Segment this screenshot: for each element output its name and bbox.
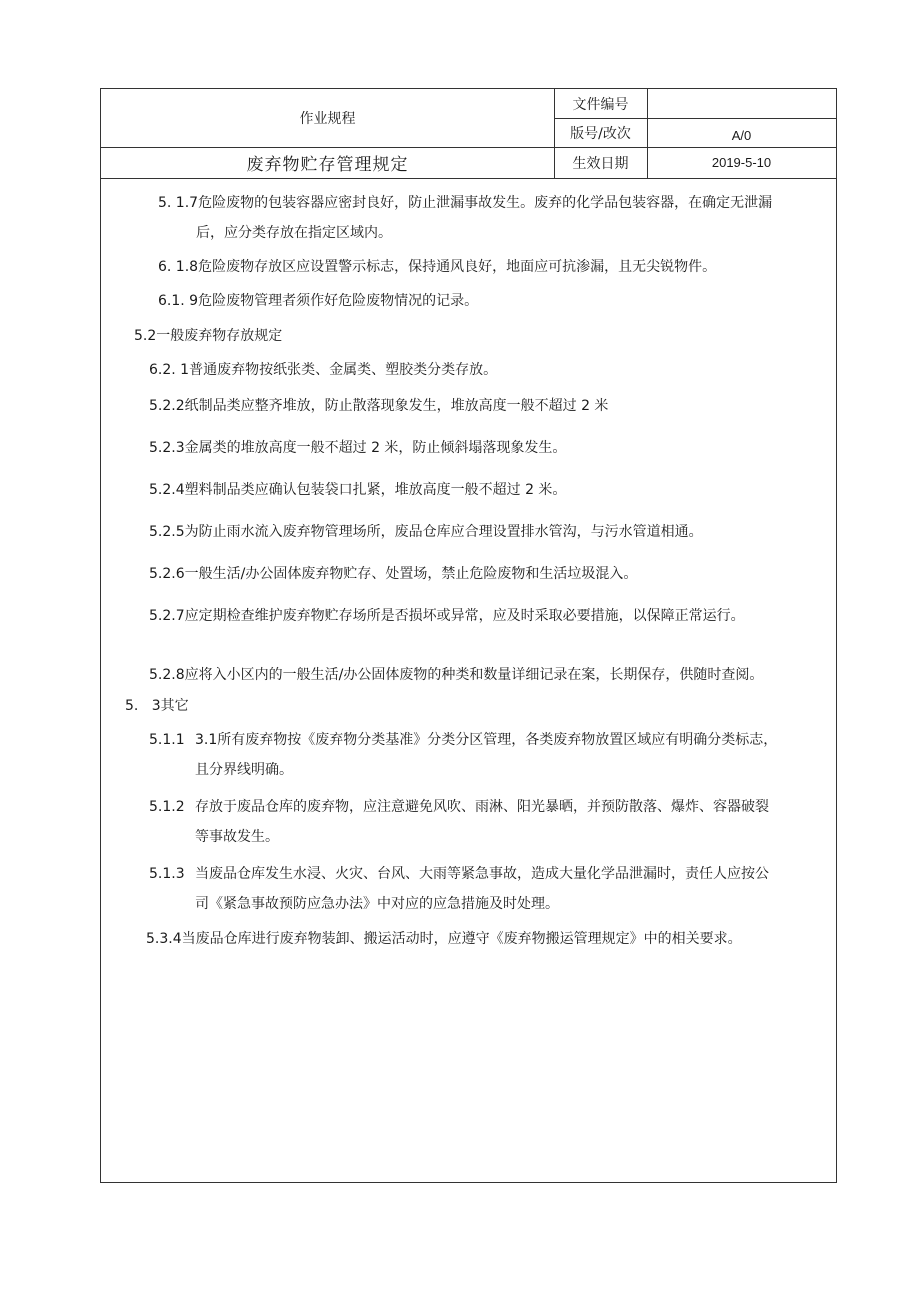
section-title: 一般废弃物存放规定 [156,328,283,344]
clause [149,602,745,630]
clause-number: 6.1. 9 [158,293,199,309]
clause-continuation: 等事故发生。 [195,829,279,845]
clause-text: 危险废物管理者须作好危险废物情况的记录。 [198,293,479,309]
document-title: 废弃物贮存管理规定 [246,155,409,175]
clause-number: 5.2.3 [149,440,185,456]
section-heading [134,322,282,350]
clause-text: 应定期检查维护废弃物贮存场所是否损坏或异常，应及时采取必要措施，以保障正常运行。 [184,608,745,624]
clause-number: 5.2.6 [149,566,185,582]
section-heading [125,692,189,720]
clause [149,860,769,888]
clause-number: 6. 1.8 [158,259,199,275]
clause-number: 5.2.4 [149,482,185,498]
clause-continuation: 司《紧急事故预防应急办法》中对应的应急措施及时处理。 [195,896,559,912]
clause [149,434,566,462]
clause-text: 当废品仓库发生水浸、火灾、台风、大雨等紧急事故，造成大量化学品泄漏时，责任人应按公 [195,866,769,882]
clause-continuation: 且分界线明确。 [195,762,293,778]
clause-text: 一般生活/办公固体废弃物贮存、处置场，禁止危险废物和生活垃圾混入。 [184,566,638,582]
document-header [101,89,836,179]
clause-text: 金属类的堆放高度一般不超过 2 米，防止倾斜塌落现象发生。 [184,440,567,456]
section-title: 其它 [160,698,189,714]
clause [149,476,566,504]
clause [158,287,478,315]
section-number: 5. 3 [125,698,161,714]
effective-date-label: 生效日期 [572,155,629,172]
section-number: 5.2 [134,328,157,344]
clause-number: 5.1.3 [149,866,185,882]
doc-no-value [647,89,836,118]
clause-number: 5.2.5 [149,524,185,540]
clause-number: 5.3.4 [146,931,182,947]
clause [158,253,716,281]
clause-continuation: 后，应分类存放在指定区域内。 [196,225,392,241]
clause [149,560,637,588]
clause-number: 5.2.2 [149,398,185,414]
version-value: A/0 [731,128,752,143]
version-label: 版号/改次 [570,125,631,142]
clause-number: 5. 1.7 [158,195,199,211]
clause-text: 危险废物存放区应设置警示标志，保持通风良好，地面应可抗渗漏，且无尖锐物件。 [198,259,717,275]
clause-text: 纸制品类应整齐堆放，防止散落现象发生，堆放高度一般不超过 2 米 [184,398,609,414]
clause-number: 6.2. 1 [149,362,190,378]
header-divider [101,178,836,179]
clause-text: 为防止雨水流入废弃物管理场所，废品仓库应合理设置排水管沟，与污水管道相通。 [184,524,703,540]
clause [149,518,703,546]
clause-text: 当废品仓库进行废弃物装卸、搬运活动时，应遵守《废弃物搬运管理规定》中的相关要求。 [181,931,742,947]
category-label: 作业规程 [299,111,356,127]
clause-text: 存放于废品仓库的废弃物，应注意避免风吹、雨淋、阳光暴晒，并预防散落、爆炸、容器破裂 [195,799,769,815]
clause [158,189,772,217]
clause [149,661,763,689]
document-frame [100,88,837,1183]
clause-text: 危险废物的包装容器应密封良好，防止泄漏事故发生。废弃的化学品包装容器，在确定无泄漏 [198,195,773,211]
clause-number: 5.2.7 [149,608,185,624]
doc-no-label: 文件编号 [572,96,629,113]
clause-text: 应将入小区内的一般生活/办公固体废物的种类和数量详细记录在案，长期保存，供随时查阅。 [184,667,764,683]
clause [146,925,742,953]
clause-text: 塑料制品类应确认包装袋口扎紧，堆放高度一般不超过 2 米。 [184,482,567,498]
clause [149,356,497,384]
clause-text: 普通废弃物按纸张类、金属类、塑胶类分类存放。 [189,362,498,378]
clause [149,726,777,754]
clause-number: 5.1.1 [149,732,185,748]
clause-number: 5.2.8 [149,667,185,683]
clause [149,392,608,420]
clause-number: 5.1.2 [149,799,185,815]
clause-subnumber: 3.1 [195,732,218,748]
clause [149,793,769,821]
clause-text: 所有废弃物按《废弃物分类基准》分类分区管理，各类废弃物放置区域应有明确分类标志， [217,732,778,748]
effective-date-value: 2019-5-10 [711,155,772,170]
